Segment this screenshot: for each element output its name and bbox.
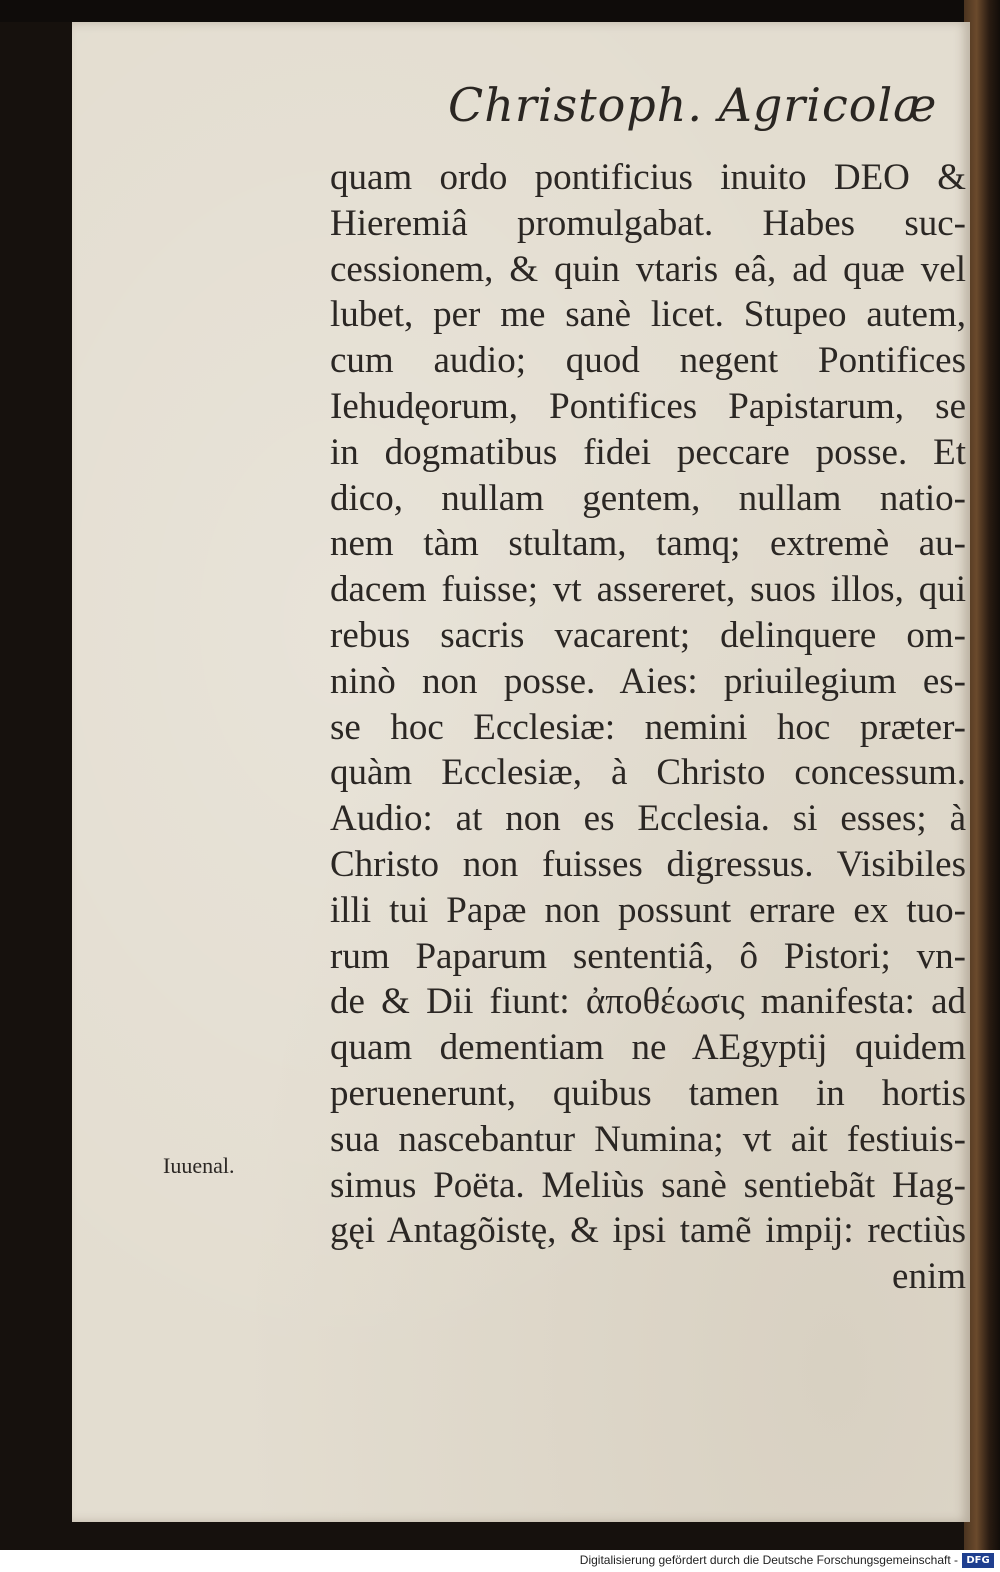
text-line: simus Poëta. Meliùs sanè sentiebãt Hag- <box>330 1164 966 1206</box>
text-line: Iehudęorum, Pontifices Papistarum, se <box>330 385 966 427</box>
text-line: cum audio; quod negent Pontifices <box>330 340 966 382</box>
text-line: peruenerunt, quibus tamen in hortis <box>330 1072 966 1114</box>
footer-bar <box>0 1550 1000 1572</box>
funding-credit: Digitalisierung gefördert durch die Deutsche Forschungsgemeinschaft - <box>579 1553 958 1567</box>
text-line: dico, nullam gentem, nullam natio- <box>330 477 966 519</box>
text-line: ninò non posse. Aies: priuilegium es- <box>330 660 966 702</box>
scan-border-top <box>0 0 1000 22</box>
text-line: quàm Ecclesiæ, à Christo concessum. <box>330 752 966 794</box>
text-line: rum Paparum sententiâ, ô Pistori; vn- <box>330 935 966 977</box>
text-line: sua nascebantur Numina; vt ait festiuis- <box>330 1118 966 1160</box>
text-line: cessionem, & quin vtaris eâ, ad quæ vel <box>330 248 966 290</box>
text-line: Christo non fuisses digressus. Visibiles <box>330 843 966 885</box>
text-line: in dogmatibus fidei peccare posse. Et <box>330 431 966 473</box>
text-line: se hoc Ecclesiæ: nemini hoc præter- <box>330 706 966 748</box>
text-line: illi tui Papæ non possunt errare ex tuo- <box>330 889 966 931</box>
text-line: quam dementiam ne AEgyptij quidem <box>330 1027 966 1069</box>
text-line: dacem fuisse; vt assereret, suos illos, qui <box>330 569 966 611</box>
text-line: de & Dii fiunt: ἀποθέωσις manifesta: ad <box>330 981 966 1023</box>
text-line: gęi Antagõistę, & ipsi tamẽ impij: rectiùs <box>330 1210 966 1252</box>
text-line: enim <box>892 1256 966 1298</box>
text-line: lubet, per me sanè licet. Stupeo autem, <box>330 294 966 336</box>
margin-note: Iuuenal. <box>163 1153 235 1178</box>
text-line: Audio: at non es Ecclesia. si esses; à <box>330 798 966 840</box>
text-line: Hieremiâ promulgabat. Habes suc- <box>330 202 966 244</box>
text-line: quam ordo pontificius inuito DEO & <box>330 157 966 198</box>
text-line: rebus sacris vacarent; delinquere om- <box>330 614 966 656</box>
text-line: nem tàm stultam, tamq; extremè au- <box>330 523 966 565</box>
running-head: Christoph. Agricolæ <box>448 78 938 132</box>
body-text <box>330 155 966 1300</box>
dfg-logo-icon: DFG <box>962 1553 994 1568</box>
